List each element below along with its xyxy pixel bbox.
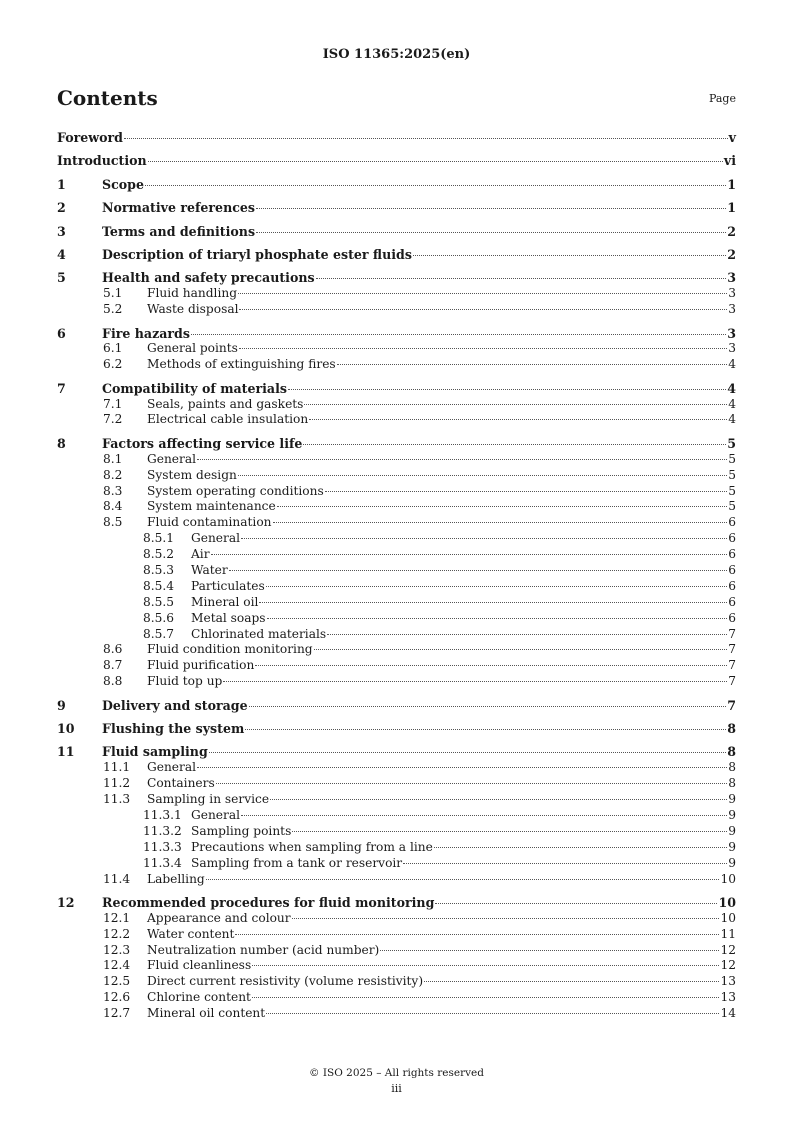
toc-entry-number: 8.8 [103, 674, 123, 689]
toc-entry-page: 9 [728, 855, 736, 870]
toc-entry-page: 9 [728, 792, 736, 807]
toc-entry-title: Normative references [102, 200, 256, 216]
toc-entry[interactable] [57, 357, 736, 373]
toc-entry-title: Fire hazards [102, 325, 190, 341]
dot-leader [273, 522, 728, 523]
dot-leader [252, 997, 720, 998]
toc-entry-number: 8.5.7 [143, 626, 175, 641]
toc-entry-number: 8.1 [103, 451, 123, 466]
toc-entry[interactable] [57, 627, 736, 643]
toc-entry-title: Recommended procedures for fluid monitoring [102, 894, 435, 910]
toc-entry-number: 12.2 [103, 926, 131, 941]
toc-entry[interactable] [57, 468, 736, 484]
toc-entry-title: Fluid condition monitoring [147, 642, 313, 657]
toc-entry-page: 3 [727, 325, 736, 341]
toc-entry-title: General [147, 760, 196, 775]
toc-entry-title: Delivery and storage [102, 697, 248, 713]
toc-entry-page: 7 [728, 658, 736, 673]
toc-entry-number: 12.7 [103, 1006, 131, 1021]
toc-entry[interactable] [57, 200, 736, 216]
toc-entry-page: 4 [727, 380, 736, 396]
document-header: ISO 11365:2025(en) [322, 47, 471, 62]
dot-leader [148, 161, 723, 162]
toc-entry-title: Chlorine content [147, 990, 251, 1005]
toc-entry-page: 6 [728, 594, 736, 609]
toc-entry[interactable] [57, 911, 736, 927]
toc-entry[interactable] [57, 927, 736, 943]
dot-leader [223, 681, 727, 682]
dot-leader [435, 903, 717, 904]
dot-leader [266, 586, 727, 587]
copyright-notice: © ISO 2025 – All rights reserved [309, 1067, 484, 1079]
toc-entry-title: General points [147, 341, 238, 356]
toc-entry-page: 9 [728, 807, 736, 822]
dot-leader [209, 752, 726, 753]
toc-entry-number: 3 [57, 223, 66, 239]
toc-entry[interactable] [57, 484, 736, 500]
dot-leader [249, 706, 727, 707]
toc-entry-title: Water [191, 562, 228, 577]
toc-entry[interactable] [57, 397, 736, 413]
dot-leader [238, 293, 727, 294]
toc-entry-number: 12.6 [103, 990, 131, 1005]
toc-entry-title: Health and safety precautions [102, 270, 315, 286]
toc-entry[interactable] [57, 341, 736, 357]
toc-entry-number: 6 [57, 325, 66, 341]
toc-entry-number: 11.4 [103, 871, 131, 886]
toc-entry-number: 8.5.5 [143, 594, 175, 609]
toc-entry[interactable] [57, 824, 736, 840]
dot-leader [241, 538, 727, 539]
toc-entry-page: 10 [720, 910, 736, 925]
toc-entry-page: 2 [727, 223, 736, 239]
dot-leader [277, 506, 728, 507]
toc-entry-title: Flushing the system [102, 721, 245, 736]
dot-leader [314, 649, 728, 650]
toc-entry[interactable] [57, 840, 736, 856]
toc-entry[interactable] [57, 744, 736, 760]
toc-entry-page: 14 [720, 1006, 736, 1021]
toc-entry[interactable] [57, 531, 736, 547]
toc-entry-number: 11.3.2 [143, 823, 182, 838]
toc-entry-page: 10 [720, 871, 736, 886]
toc-entry-title: Fluid sampling [102, 744, 208, 760]
toc-entry[interactable] [57, 760, 736, 776]
dot-leader [316, 278, 727, 279]
toc-entry-number: 8.5.1 [143, 531, 175, 546]
toc-entry-page: 8 [727, 744, 736, 760]
toc-entry[interactable] [57, 1006, 736, 1022]
dot-leader [255, 665, 727, 666]
toc-entry-number: 8.5.3 [143, 562, 175, 577]
toc-entry[interactable] [57, 130, 736, 146]
toc-entry-page: 12 [720, 958, 736, 973]
toc-entry-page: 5 [728, 451, 736, 466]
toc-entry-number: 12.1 [103, 910, 131, 925]
dot-leader [292, 918, 720, 919]
toc-entry[interactable] [57, 611, 736, 627]
toc-entry-page: 13 [720, 990, 736, 1005]
toc-entry-number: 8.6 [103, 642, 123, 657]
table-of-contents [57, 130, 736, 1022]
toc-entry-number: 8.5.2 [143, 547, 175, 562]
toc-entry-title: Fluid cleanliness [147, 958, 252, 973]
toc-entry[interactable] [57, 381, 736, 397]
toc-entry-number: 8.3 [103, 483, 123, 498]
dot-leader [327, 634, 727, 635]
toc-entry-page: 6 [728, 547, 736, 562]
toc-entry-title: Foreword [57, 130, 123, 145]
toc-entry[interactable] [57, 547, 736, 563]
toc-entry-page: 3 [728, 341, 736, 356]
toc-entry-page: 4 [728, 396, 736, 411]
toc-entry-number: 8 [57, 435, 66, 451]
toc-entry-title: Fluid top up [147, 674, 223, 689]
toc-entry-page: 2 [727, 246, 736, 262]
toc-entry-number: 8.4 [103, 499, 123, 514]
dot-leader [434, 847, 727, 848]
toc-entry-title: System operating conditions [147, 483, 324, 498]
toc-entry-page: 8 [728, 776, 736, 791]
toc-entry[interactable] [57, 990, 736, 1006]
toc-entry[interactable] [57, 642, 736, 658]
toc-entry-title: Waste disposal [147, 302, 239, 317]
dot-leader [245, 729, 726, 730]
toc-entry-number: 12.4 [103, 958, 131, 973]
toc-entry-number: 7.2 [103, 412, 123, 427]
toc-entry[interactable] [57, 974, 736, 990]
toc-entry-number: 8.2 [103, 467, 123, 482]
dot-leader [380, 950, 719, 951]
dot-leader [259, 602, 727, 603]
page-footer [0, 1067, 793, 1095]
toc-entry-title: Sampling from a tank or reservoir [191, 855, 403, 870]
toc-entry-title: Methods of extinguishing fires [147, 357, 336, 372]
dot-leader [197, 459, 727, 460]
dot-leader [256, 232, 726, 233]
toc-entry-number: 5.1 [103, 286, 123, 301]
dot-leader [124, 138, 728, 139]
dot-leader [292, 831, 727, 832]
toc-entry-title: Factors affecting service life [102, 435, 303, 451]
toc-entry[interactable] [57, 412, 736, 428]
dot-leader [256, 208, 726, 209]
toc-entry-number: 6.2 [103, 357, 123, 372]
toc-entry-page: vi [723, 153, 736, 169]
toc-entry[interactable] [57, 808, 736, 824]
toc-entry-number: 1 [57, 176, 66, 192]
toc-entry-page: 1 [727, 176, 736, 192]
toc-entry-title: Sampling in service [147, 792, 270, 807]
dot-leader [229, 570, 728, 571]
toc-entry-page: v [728, 130, 736, 145]
toc-entry-title: Mineral oil [191, 594, 259, 609]
toc-entry-title: Neutralization number (acid number) [147, 942, 380, 957]
toc-entry[interactable] [57, 177, 736, 193]
toc-entry[interactable] [57, 698, 736, 714]
toc-entry[interactable] [57, 515, 736, 531]
toc-entry-number: 8.5.6 [143, 610, 175, 625]
toc-entry-title: System maintenance [147, 499, 276, 514]
toc-entry-number: 12.3 [103, 942, 131, 957]
toc-entry-page: 9 [728, 839, 736, 854]
toc-entry-title: Containers [147, 776, 215, 791]
toc-entry-number: 11.3.3 [143, 839, 182, 854]
toc-entry-title: General [191, 531, 240, 546]
toc-entry-number: 2 [57, 200, 66, 216]
page-title: Contents [57, 86, 158, 110]
toc-entry-number: 8.7 [103, 658, 123, 673]
toc-entry-page: 13 [720, 974, 736, 989]
toc-entry[interactable] [57, 958, 736, 974]
dot-leader [304, 404, 727, 405]
toc-entry-page: 6 [728, 515, 736, 530]
toc-entry-title: Seals, paints and gaskets [147, 396, 304, 411]
dot-leader [238, 475, 727, 476]
toc-entry-number: 5.2 [103, 302, 123, 317]
dot-leader [403, 863, 727, 864]
toc-entry-number: 12 [57, 894, 75, 910]
toc-entry-title: Labelling [147, 871, 205, 886]
toc-entry[interactable] [57, 224, 736, 240]
toc-entry-page: 9 [728, 823, 736, 838]
toc-entry-title: Electrical cable insulation [147, 412, 309, 427]
toc-entry[interactable] [57, 286, 736, 302]
toc-entry[interactable] [57, 247, 736, 263]
toc-entry-page: 6 [728, 610, 736, 625]
toc-entry-title: Appearance and colour [147, 910, 291, 925]
toc-entry-page: 3 [727, 270, 736, 286]
toc-entry-title: Mineral oil content [147, 1006, 266, 1021]
dot-leader [266, 1013, 719, 1014]
toc-entry-page: 4 [728, 412, 736, 427]
toc-entry-title: Chlorinated materials [191, 626, 327, 641]
dot-leader [239, 309, 727, 310]
toc-entry-page: 12 [720, 942, 736, 957]
dot-leader [191, 334, 726, 335]
dot-leader [239, 348, 727, 349]
toc-entry-number: 7 [57, 380, 66, 396]
toc-entry-number: 11.2 [103, 776, 131, 791]
dot-leader [288, 389, 726, 390]
toc-entry-page: 1 [727, 200, 736, 216]
toc-entry[interactable] [57, 895, 736, 911]
toc-entry-title: Precautions when sampling from a line [191, 839, 433, 854]
toc-entry-page: 6 [728, 531, 736, 546]
toc-entry-title: Fluid contamination [147, 515, 272, 530]
dot-leader [325, 491, 727, 492]
toc-entry-page: 6 [728, 562, 736, 577]
toc-entry-number: 6.1 [103, 341, 123, 356]
dot-leader [211, 554, 728, 555]
toc-entry[interactable] [57, 153, 736, 169]
dot-leader [424, 981, 719, 982]
page-column-label: Page [708, 92, 736, 105]
toc-entry-page: 7 [728, 674, 736, 689]
toc-entry[interactable] [57, 326, 736, 342]
toc-entry-page: 7 [728, 642, 736, 657]
toc-entry[interactable] [57, 943, 736, 959]
toc-entry[interactable] [57, 452, 736, 468]
toc-entry-page: 10 [718, 894, 736, 910]
toc-entry-page: 5 [727, 435, 736, 451]
toc-entry[interactable] [57, 302, 736, 318]
toc-entry-number: 11.1 [103, 760, 131, 775]
toc-entry-title: Metal soaps [191, 610, 266, 625]
toc-entry-page: 8 [728, 760, 736, 775]
toc-entry-page: 5 [728, 483, 736, 498]
toc-entry-page: 5 [728, 499, 736, 514]
toc-entry-page: 3 [728, 302, 736, 317]
toc-entry-number: 12.5 [103, 974, 131, 989]
toc-entry-number: 9 [57, 697, 66, 713]
toc-entry-title: Introduction [57, 153, 147, 169]
dot-leader [216, 783, 728, 784]
toc-entry[interactable] [57, 674, 736, 690]
dot-leader [241, 815, 727, 816]
toc-entry-page: 7 [728, 626, 736, 641]
toc-entry-title: General [191, 807, 240, 822]
toc-entry-title: Air [191, 547, 210, 562]
toc-entry-number: 11.3.4 [143, 855, 182, 870]
toc-entry[interactable] [57, 792, 736, 808]
toc-entry-number: 7.1 [103, 396, 123, 411]
toc-entry-title: Terms and definitions [102, 223, 256, 239]
toc-entry[interactable] [57, 436, 736, 452]
dot-leader [337, 364, 728, 365]
toc-entry[interactable] [57, 721, 736, 737]
toc-entry-title: Water content [147, 926, 235, 941]
dot-leader [303, 444, 726, 445]
dot-leader [270, 799, 727, 800]
toc-entry[interactable] [57, 776, 736, 792]
toc-entry-title: Description of triaryl phosphate ester fluids [102, 246, 412, 262]
toc-entry-number: 10 [57, 721, 75, 736]
toc-entry-number: 4 [57, 246, 66, 262]
toc-entry-page: 4 [728, 357, 736, 372]
page-number: iii [391, 1082, 402, 1095]
toc-entry[interactable] [57, 872, 736, 888]
dot-leader [309, 419, 727, 420]
toc-entry-number: 8.5 [103, 515, 123, 530]
toc-entry-number: 11.3 [103, 792, 131, 807]
toc-entry-title: Scope [102, 176, 144, 192]
toc-entry-page: 3 [728, 286, 736, 301]
toc-entry[interactable] [57, 595, 736, 611]
toc-entry-number: 8.5.4 [143, 578, 175, 593]
toc-entry[interactable] [57, 563, 736, 579]
toc-entry[interactable] [57, 658, 736, 674]
toc-entry[interactable] [57, 856, 736, 872]
toc-entry-title: Sampling points [191, 823, 292, 838]
toc-entry-number: 5 [57, 270, 66, 286]
dot-leader [252, 965, 719, 966]
toc-entry[interactable] [57, 270, 736, 286]
toc-entry-page: 7 [727, 697, 736, 713]
dot-leader [267, 618, 728, 619]
toc-entry-title: General [147, 451, 196, 466]
toc-entry-title: Fluid handling [147, 286, 237, 301]
toc-entry-page: 6 [728, 578, 736, 593]
dot-leader [145, 185, 726, 186]
toc-entry-title: Fluid purification [147, 658, 255, 673]
toc-entry[interactable] [57, 579, 736, 595]
toc-entry-title: System design [147, 467, 237, 482]
toc-entry-page: 11 [720, 926, 736, 941]
toc-entry[interactable] [57, 499, 736, 515]
dot-leader [413, 255, 726, 256]
toc-entry-title: Compatibility of materials [102, 380, 287, 396]
dot-leader [197, 767, 727, 768]
toc-entry-number: 11.3.1 [143, 807, 182, 822]
toc-entry-number: 11 [57, 744, 75, 760]
toc-entry-title: Particulates [191, 578, 265, 593]
toc-entry-page: 8 [727, 721, 736, 736]
toc-entry-page: 5 [728, 467, 736, 482]
dot-leader [206, 879, 720, 880]
dot-leader [235, 934, 719, 935]
toc-entry-title: Direct current resistivity (volume resistivity) [147, 974, 424, 989]
